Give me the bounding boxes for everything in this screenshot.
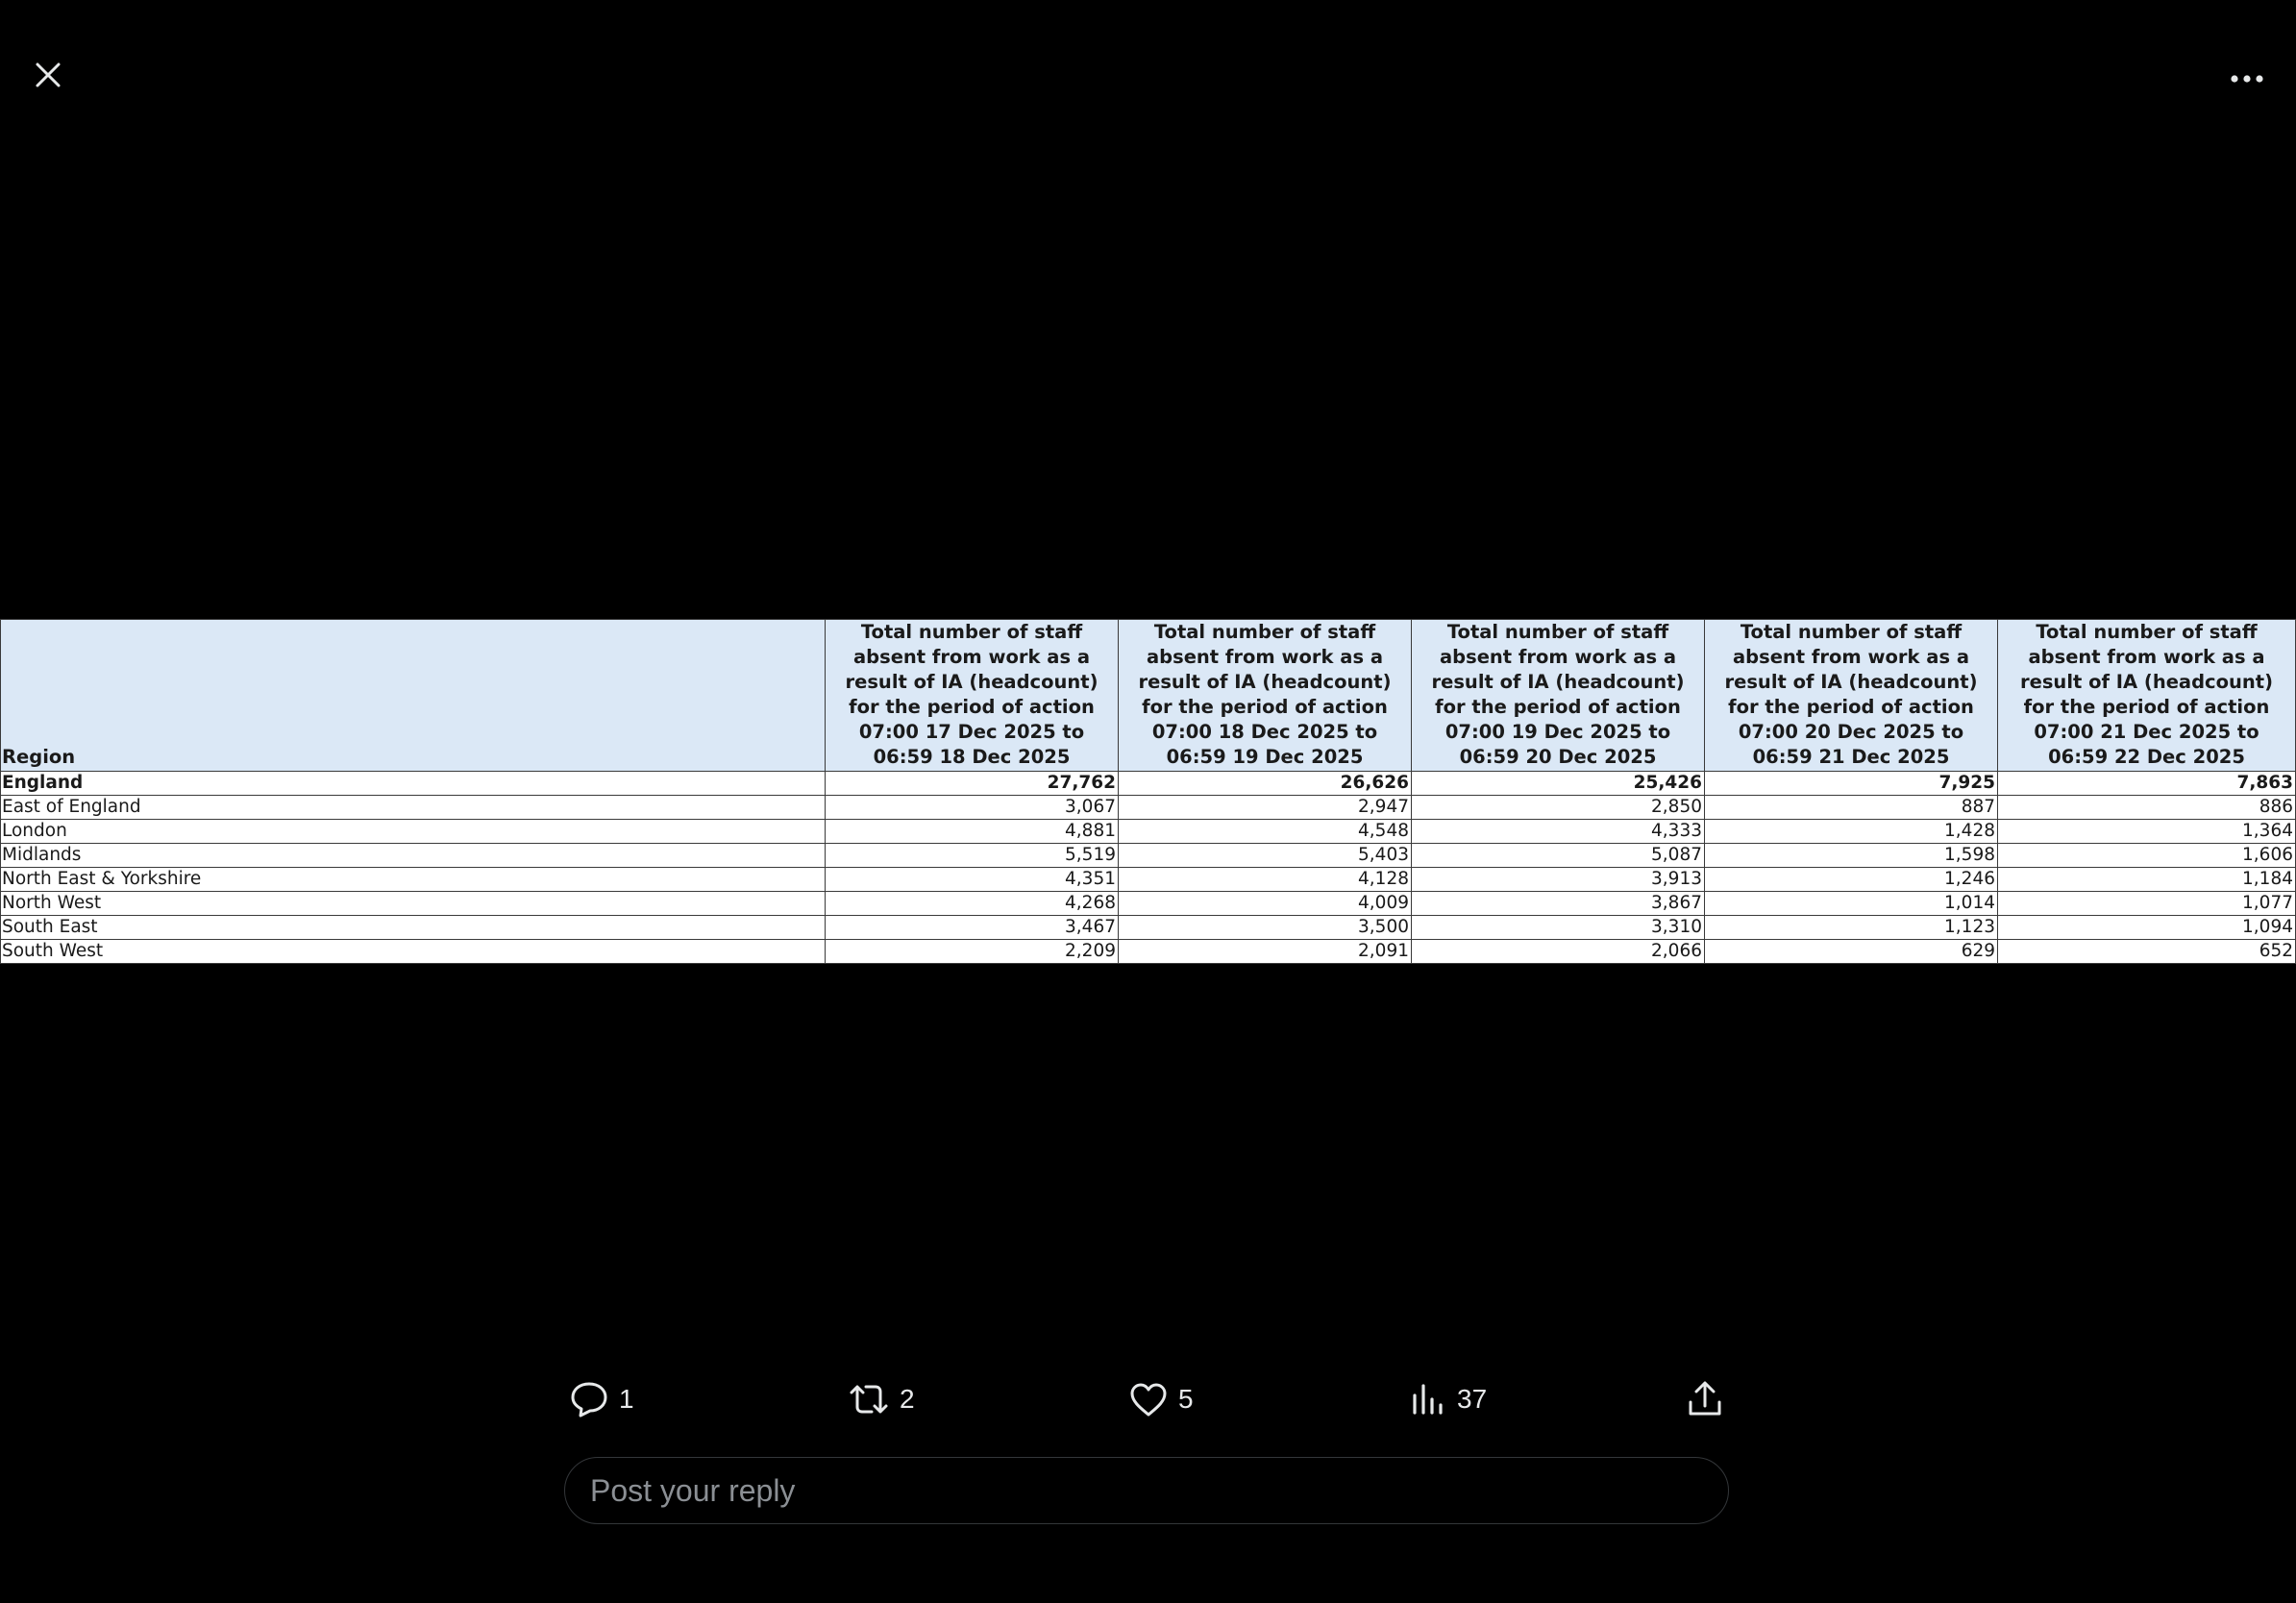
region-cell: North East & Yorkshire xyxy=(1,868,826,892)
column-header: Total number of staff absent from work as a result of IA (headcount) for the period of action 07:00 19 Dec 2025 to 06:59 20 Dec 2025 xyxy=(1412,620,1705,772)
column-header: Total number of staff absent from work as a result of IA (headcount) for the period of action 07:00 17 Dec 2025 to 06:59 18 Dec 2025 xyxy=(826,620,1119,772)
table-row xyxy=(1,796,2296,820)
region-cell: London xyxy=(1,820,826,844)
value-cell: 7,863 xyxy=(1998,772,2296,796)
value-cell: 629 xyxy=(1705,940,1998,964)
repost-button[interactable] xyxy=(848,1376,915,1422)
value-cell: 1,077 xyxy=(1998,892,2296,916)
value-cell: 5,403 xyxy=(1119,844,1412,868)
value-cell: 1,094 xyxy=(1998,916,2296,940)
reply-count: 1 xyxy=(619,1384,634,1414)
more-horizontal-icon xyxy=(2230,74,2264,84)
value-cell: 3,913 xyxy=(1412,868,1705,892)
value-cell: 26,626 xyxy=(1119,772,1412,796)
value-cell: 4,548 xyxy=(1119,820,1412,844)
value-cell: 5,519 xyxy=(826,844,1119,868)
value-cell: 27,762 xyxy=(826,772,1119,796)
like-count: 5 xyxy=(1178,1384,1194,1414)
column-header: Region xyxy=(1,620,826,772)
repost-count: 2 xyxy=(900,1384,915,1414)
region-cell: Midlands xyxy=(1,844,826,868)
column-header: Total number of staff absent from work as a result of IA (headcount) for the period of action 07:00 18 Dec 2025 to 06:59 19 Dec 2025 xyxy=(1119,620,1412,772)
table-row xyxy=(1,772,2296,796)
reply-icon xyxy=(569,1380,609,1418)
column-header: Total number of staff absent from work as a result of IA (headcount) for the period of action 07:00 20 Dec 2025 to 06:59 21 Dec 2025 xyxy=(1705,620,1998,772)
value-cell: 3,067 xyxy=(826,796,1119,820)
value-cell: 1,606 xyxy=(1998,844,2296,868)
region-cell: South West xyxy=(1,940,826,964)
value-cell: 2,209 xyxy=(826,940,1119,964)
value-cell: 25,426 xyxy=(1412,772,1705,796)
absence-table xyxy=(0,619,2296,964)
close-icon xyxy=(35,62,62,88)
value-cell: 1,428 xyxy=(1705,820,1998,844)
engagement-bar xyxy=(563,1376,1732,1422)
region-cell: East of England xyxy=(1,796,826,820)
value-cell: 887 xyxy=(1705,796,1998,820)
region-cell: South East xyxy=(1,916,826,940)
post-image[interactable] xyxy=(0,619,2295,961)
heart-icon xyxy=(1128,1380,1169,1418)
views-button[interactable] xyxy=(1409,1376,1487,1422)
value-cell: 1,123 xyxy=(1705,916,1998,940)
value-cell: 1,246 xyxy=(1705,868,1998,892)
value-cell: 4,333 xyxy=(1412,820,1705,844)
value-cell: 2,850 xyxy=(1412,796,1705,820)
value-cell: 1,598 xyxy=(1705,844,1998,868)
views-icon xyxy=(1409,1380,1447,1418)
table-row xyxy=(1,820,2296,844)
reply-button[interactable] xyxy=(569,1376,634,1422)
value-cell: 4,128 xyxy=(1119,868,1412,892)
value-cell: 3,500 xyxy=(1119,916,1412,940)
table-row xyxy=(1,940,2296,964)
region-cell: England xyxy=(1,772,826,796)
value-cell: 1,014 xyxy=(1705,892,1998,916)
value-cell: 3,467 xyxy=(826,916,1119,940)
column-header: Total number of staff absent from work as a result of IA (headcount) for the period of action 07:00 21 Dec 2025 to 06:59 22 Dec 2025 xyxy=(1998,620,2296,772)
value-cell: 3,867 xyxy=(1412,892,1705,916)
share-icon xyxy=(1686,1379,1724,1419)
close-button[interactable] xyxy=(23,50,73,100)
value-cell: 1,364 xyxy=(1998,820,2296,844)
like-button[interactable] xyxy=(1128,1376,1194,1422)
table-header-row xyxy=(1,620,2296,772)
value-cell: 2,091 xyxy=(1119,940,1412,964)
reply-input[interactable] xyxy=(588,1472,1728,1510)
views-count: 37 xyxy=(1457,1384,1488,1414)
value-cell: 4,881 xyxy=(826,820,1119,844)
value-cell: 2,947 xyxy=(1119,796,1412,820)
region-cell: North West xyxy=(1,892,826,916)
value-cell: 1,184 xyxy=(1998,868,2296,892)
reply-composer[interactable] xyxy=(564,1457,1729,1524)
value-cell: 3,310 xyxy=(1412,916,1705,940)
value-cell: 4,351 xyxy=(826,868,1119,892)
value-cell: 652 xyxy=(1998,940,2296,964)
value-cell: 4,009 xyxy=(1119,892,1412,916)
value-cell: 4,268 xyxy=(826,892,1119,916)
more-options-button[interactable] xyxy=(2220,54,2274,104)
table-row xyxy=(1,868,2296,892)
value-cell: 2,066 xyxy=(1412,940,1705,964)
value-cell: 886 xyxy=(1998,796,2296,820)
share-button[interactable] xyxy=(1686,1376,1724,1422)
table-row xyxy=(1,892,2296,916)
value-cell: 5,087 xyxy=(1412,844,1705,868)
repost-icon xyxy=(848,1380,890,1418)
table-row xyxy=(1,844,2296,868)
table-row xyxy=(1,916,2296,940)
value-cell: 7,925 xyxy=(1705,772,1998,796)
